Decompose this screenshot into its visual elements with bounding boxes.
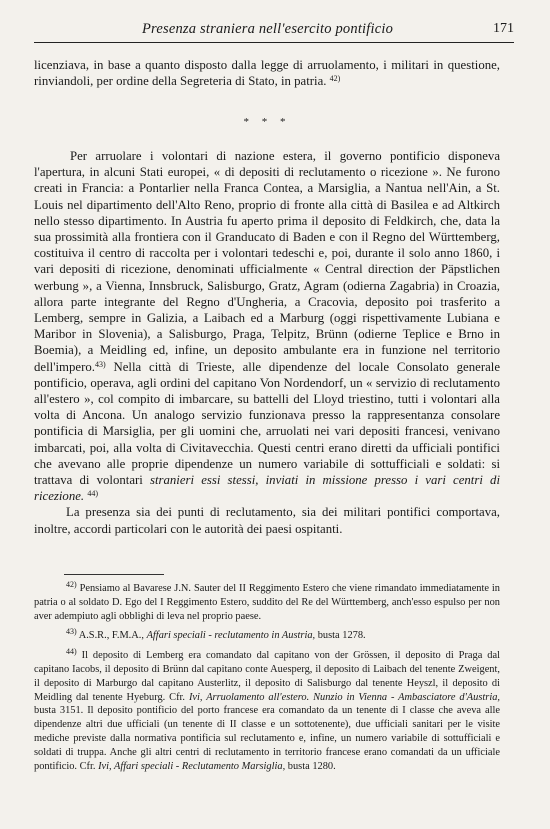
running-header [34, 14, 514, 43]
paragraph [34, 504, 500, 536]
note-ref: 44) [87, 489, 98, 499]
footnote-italic-text: Ivi, Arruolamento all'estero. Nunzio in Vienna - Ambasciatore d'Austria, [188, 691, 501, 703]
footnote-text: A.S.R., F.M.A., [76, 630, 147, 642]
paragraph-italic-text: stranieri essi stessi, inviati in missione presso i vari centri di ricezione. [34, 473, 500, 504]
footnote-42 [34, 582, 500, 623]
footnotes [34, 582, 500, 779]
footnote-text: busta 3151. Il deposito pontificio del porto francese era comandato da un tenente di I classe che aveva alle dipendenze altri due ufficiali (un tenente di II classe e un sottotenente), due ufficiali sanitari per le visite mediche previste dalla normativa pontificia sul reclutamento e, infine, un numero variabile di sottufficiali e soldati di truppa. Anche gli altri centri di reclutamento in territorio francese erano comandati da un ufficiale pontificio. Cfr. [34, 705, 500, 772]
footnote-text: Pensiamo al Bavarese J.N. Sauter del II Reggimento Estero che viene rimandato immediatamente in patria o al soldato D. Ego del I Reggimento Estero, suddito del Re del Württemberg, anch'esso espulso per non aver adempiuto agli obblighi di leva nel proprio paese. [34, 583, 500, 622]
running-title: Presenza straniera nell'esercito pontificio [142, 21, 394, 37]
footnote-43 [34, 629, 500, 643]
footnote-italic-text: Affari speciali - reclutamento in Austria, [146, 630, 316, 642]
note-ref-42: 42) [329, 74, 341, 84]
footnote-italic-text: Ivi, Affari speciali - Reclutamento Marsiglia, [98, 760, 286, 772]
footnote-number: 44) [66, 647, 77, 657]
section-break-ornament: * * * [243, 116, 291, 128]
footnote-text: busta 1278. [315, 630, 366, 642]
paragraph-text: Nella città di Trieste, alle dipendenze del locale Consolato generale pontificio, operava, agli ordini del capitano Von Nordendorf, un « servizio di reclutamento all'estero », col compito di imbarcare, su battelli del Lloyd triestino, tutti i volontari alla volta di Ancona. Un analogo servizio funzionava presso la rappresentanza consolare pontificia di Marsiglia, per gli uomini che, arruolati nei vari depositi francesi, venivano imbarcati, poi, alla volta di Civitavecchia. Questi centri erano diretti da ufficiali pontifici che avevano alle proprie dipendenze un numero variabile di sottufficiali e soldati: si trattava di volontari [34, 359, 500, 488]
paragraph-text: La presenza sia dei punti di reclutamento, sia dei militari pontifici comportava, inoltre, accordi particolari con le autorità dei paesi ospitanti. [34, 505, 500, 536]
footnote-text: Il deposito di Lemberg era comandato dal capitano von der Grössen, il deposito di Praga dal capitano Iacobs, il deposito di Brünn dal capitano conte Auesperg, il deposito di Laibach del tenente Zweigent, il deposito di Marburgo dal capitano Austerlitz, il deposito di Salisburgo dal tenente Heyszl, il deposito di Meidling dal tenente Hyeburg. Cfr. [34, 650, 500, 703]
paragraph-text: Per arruolare i volontari di nazione estera, il governo pontificio disponeva l'apertura, in alcuni Stati europei, « di depositi di reclutamento o ricezione ». Ne furono creati in Francia: a Pontarlier nella Franca Contea, a Marsiglia, a Nantua nell'Ain, a St. Louis nel dipartimento dell'Alto Reno, proprio di fronte alla città di Basilea e ad Altkirch nello stesso dipartimento. In Austria fu aperto prima il deposito di Feldkirch, che, data la sua prossimità alla frontiera con il Granducato di Baden e con il Regno del Württemberg, costituiva il centro di raccolta per i volontari tedeschi e, poi, durante il solo anno 1860, i vari depositi di ricezione, denominati ufficialmente « Central direction der Päpstlichen werbung », a Vienna, Innsbruck, Salisburgo, Gratz, Agram (odierna Zagabria) in Croazia, allora parte integrante del Regno d'Ungheria, a Cracovia, deposito poi trasferito a Lemberg, sempre in Galizia, a Laibach ed a Marburg (oggi rispettivamente Lubiana e Maribor in Slovenia), a Salisburgo, Praga, Telpitz, Brünn (odierne Teplice e Brno in Boemia), a Meidling ed, infine, un deposito ambulante era in funzione nel territorio dell'impero. [34, 149, 500, 374]
footnote-44 [34, 649, 500, 773]
footnote-separator [64, 574, 164, 575]
page-number: 171 [493, 21, 514, 36]
paragraph [34, 148, 500, 504]
main-text [34, 148, 500, 537]
note-ref: 43) [94, 359, 106, 369]
footnote-number: 42) [66, 580, 77, 589]
continuation-paragraph [34, 57, 500, 89]
footnote-number: 43) [66, 627, 77, 637]
footnote-text: busta 1280. [285, 760, 336, 772]
continuation-text: licenziava, in base a quanto disposto dalla legge di arruolamento, i militari in questione, rinviandoli, per ordine della Segreteria di Stato, in patria. [34, 58, 500, 89]
